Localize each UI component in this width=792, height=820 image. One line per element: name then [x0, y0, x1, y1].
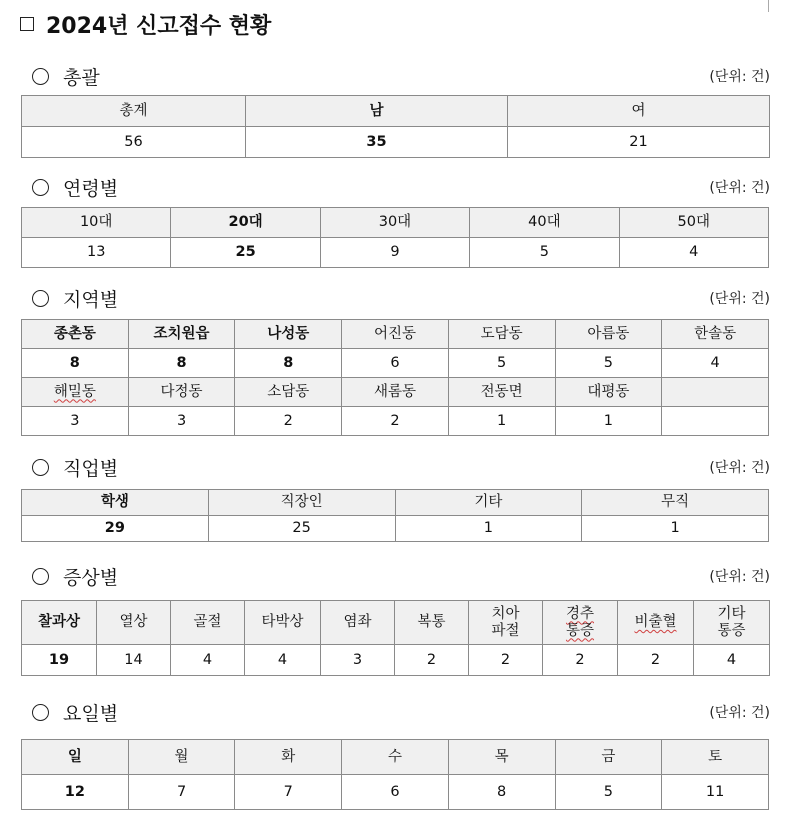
- section-job-header: [32, 455, 770, 479]
- value-cell: 3: [128, 407, 235, 436]
- value-cell: 3: [22, 407, 129, 436]
- header-cell: [543, 601, 618, 645]
- table-header-row: [22, 378, 769, 407]
- section-symptom-title: 증상별: [63, 566, 119, 589]
- unit-label: (단위: 건): [709, 69, 770, 85]
- value-cell: 1: [448, 407, 555, 436]
- age-table: [21, 207, 769, 268]
- value-cell: [662, 407, 769, 436]
- header-cell: 아름동: [555, 320, 662, 349]
- header-cell: 전동면: [448, 378, 555, 407]
- header-line: [543, 623, 617, 640]
- header-cell: [22, 378, 129, 407]
- header-cell: [618, 601, 694, 645]
- unit-label: (단위: 건): [709, 569, 770, 585]
- value-cell: 6: [342, 775, 449, 810]
- summary-table: [21, 95, 770, 158]
- header-line: [543, 606, 617, 623]
- header-cell: 학생: [22, 490, 209, 516]
- table-header-row: [22, 490, 769, 516]
- value-cell: 5: [448, 349, 555, 378]
- value-cell: 3: [321, 645, 395, 676]
- value-cell: 2: [469, 645, 543, 676]
- header-cell: 나성동: [235, 320, 342, 349]
- header-cell: 30대: [320, 208, 469, 238]
- value-cell: 13: [22, 238, 171, 268]
- spellcheck-mark: 비출혈: [634, 614, 677, 630]
- header-cell: 직장인: [208, 490, 395, 516]
- table-row: [22, 775, 769, 810]
- header-cell: [469, 601, 543, 645]
- value-cell: 19: [22, 645, 97, 676]
- value-cell: 8: [448, 775, 555, 810]
- value-cell: 4: [245, 645, 321, 676]
- header-line: 치아: [491, 605, 520, 622]
- table-row: [22, 645, 770, 676]
- value-cell: 29: [22, 516, 209, 542]
- value-cell: 25: [208, 516, 395, 542]
- value-cell: 8: [128, 349, 235, 378]
- header-line: 파절: [491, 622, 520, 639]
- circle-bullet-icon: [32, 459, 49, 476]
- value-cell: 7: [128, 775, 235, 810]
- header-cell: 월: [128, 740, 235, 775]
- header-cell: 금: [555, 740, 662, 775]
- table-header-row: [22, 320, 769, 349]
- header-cell: 토: [662, 740, 769, 775]
- header-cell: 20대: [171, 208, 320, 238]
- header-cell: 무직: [582, 490, 769, 516]
- header-cell: 여: [508, 96, 770, 127]
- header-cell: 화: [235, 740, 342, 775]
- header-cell: 도담동: [448, 320, 555, 349]
- value-cell: 2: [618, 645, 694, 676]
- circle-bullet-icon: [32, 68, 49, 85]
- header-cell: 소담동: [235, 378, 342, 407]
- section-summary-header: [32, 64, 770, 88]
- header-cell: 수: [342, 740, 449, 775]
- region-table: [21, 319, 769, 436]
- checkbox-square-icon: [20, 17, 34, 31]
- value-cell: 6: [342, 349, 449, 378]
- header-cell: 기타: [395, 490, 582, 516]
- value-cell: 5: [470, 238, 619, 268]
- value-cell: 7: [235, 775, 342, 810]
- value-cell: 2: [342, 407, 449, 436]
- table-row: [22, 407, 769, 436]
- spellcheck-mark: 통증: [565, 622, 594, 639]
- unit-label: (단위: 건): [709, 180, 770, 196]
- value-cell: 35: [246, 127, 508, 158]
- table-header-row: [22, 208, 769, 238]
- section-region-header: [32, 286, 770, 310]
- table-header-row: [22, 740, 769, 775]
- section-job-title: 직업별: [63, 457, 119, 480]
- value-cell: 4: [662, 349, 769, 378]
- value-cell: 9: [320, 238, 469, 268]
- value-cell: 11: [662, 775, 769, 810]
- value-cell: 4: [619, 238, 768, 268]
- header-cell: 남: [246, 96, 508, 127]
- table-header-row: [22, 96, 770, 127]
- table-row: [22, 516, 769, 542]
- header-cell: 40대: [470, 208, 619, 238]
- job-table: [21, 489, 769, 542]
- circle-bullet-icon: [32, 568, 49, 585]
- value-cell: 4: [694, 645, 770, 676]
- header-cell: 한솔동: [662, 320, 769, 349]
- spellcheck-mark: 경추: [565, 605, 594, 622]
- value-cell: 4: [171, 645, 245, 676]
- value-cell: 25: [171, 238, 320, 268]
- header-cell: [694, 601, 770, 645]
- value-cell: 5: [555, 775, 662, 810]
- section-summary-title: 총괄: [63, 66, 100, 89]
- page-title: [20, 8, 271, 40]
- table-header-row: [22, 601, 770, 645]
- header-cell: 대평동: [555, 378, 662, 407]
- page-title-text: 2024년 신고접수 현황: [46, 13, 272, 39]
- header-cell: 염좌: [321, 601, 395, 645]
- value-cell: 1: [555, 407, 662, 436]
- header-cell: 새롬동: [342, 378, 449, 407]
- value-cell: 8: [22, 349, 129, 378]
- table-row: [22, 238, 769, 268]
- unit-label: (단위: 건): [709, 705, 770, 721]
- value-cell: 2: [235, 407, 342, 436]
- table-row: [22, 349, 769, 378]
- value-cell: 12: [22, 775, 129, 810]
- header-cell: 일: [22, 740, 129, 775]
- page-edge-marker: [768, 0, 769, 12]
- header-cell: 종촌동: [22, 320, 129, 349]
- unit-label: (단위: 건): [709, 460, 770, 476]
- header-cell: 조치원읍: [128, 320, 235, 349]
- header-cell: 찰과상: [22, 601, 97, 645]
- value-cell: 2: [395, 645, 469, 676]
- header-cell: 목: [448, 740, 555, 775]
- header-cell: 다정동: [128, 378, 235, 407]
- value-cell: 2: [543, 645, 618, 676]
- section-weekday-header: [32, 700, 770, 724]
- value-cell: 14: [97, 645, 171, 676]
- value-cell: 1: [395, 516, 582, 542]
- value-cell: 8: [235, 349, 342, 378]
- section-age-header: [32, 175, 770, 199]
- section-age-title: 연령별: [63, 177, 119, 200]
- header-line: 기타: [717, 605, 746, 622]
- circle-bullet-icon: [32, 290, 49, 307]
- header-cell: 열상: [97, 601, 171, 645]
- circle-bullet-icon: [32, 179, 49, 196]
- section-symptom-header: [32, 564, 770, 588]
- circle-bullet-icon: [32, 704, 49, 721]
- value-cell: 5: [555, 349, 662, 378]
- header-cell: 총계: [22, 96, 246, 127]
- value-cell: 1: [582, 516, 769, 542]
- spellcheck-mark: 해밀동: [53, 383, 96, 400]
- table-row: [22, 127, 770, 158]
- value-cell: 21: [508, 127, 770, 158]
- symptom-table: [21, 600, 770, 676]
- weekday-table: [21, 739, 769, 810]
- section-region-title: 지역별: [63, 288, 119, 311]
- header-cell: 복통: [395, 601, 469, 645]
- header-cell: [662, 378, 769, 407]
- header-cell: 10대: [22, 208, 171, 238]
- header-cell: 타박상: [245, 601, 321, 645]
- section-weekday-title: 요일별: [63, 702, 119, 725]
- header-cell: 50대: [619, 208, 768, 238]
- unit-label: (단위: 건): [709, 291, 770, 307]
- value-cell: 56: [22, 127, 246, 158]
- header-cell: 어진동: [342, 320, 449, 349]
- header-cell: 골절: [171, 601, 245, 645]
- header-line: 통증: [717, 622, 746, 639]
